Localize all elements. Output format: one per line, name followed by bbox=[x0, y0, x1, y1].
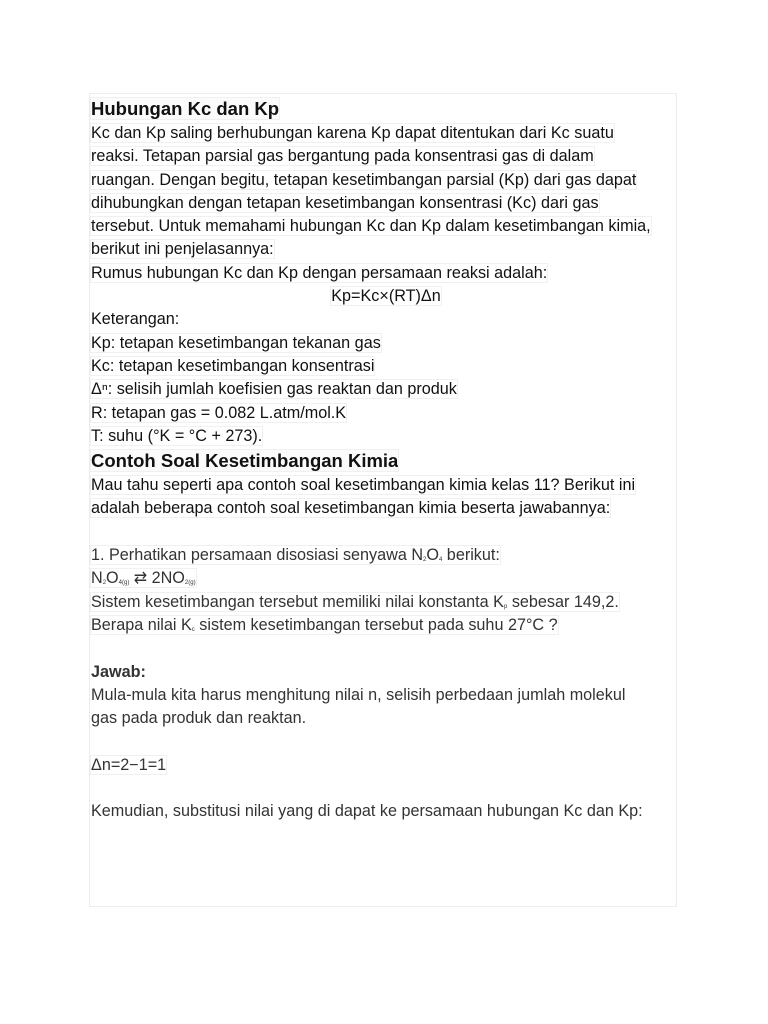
paragraph-line: Rumus hubungan Kc dan Kp dengan persamaan reaksi adalah: bbox=[91, 263, 548, 282]
question-line-1: 1. Perhatikan persamaan disosiasi senyawa $N_2O_4$ berikut: bbox=[91, 546, 500, 565]
question-line-4: Berapa nilai $K_c$ sistem kesetimbangan tersebut pada suhu 27°C ? bbox=[91, 615, 558, 634]
section-title-hubungan bbox=[91, 96, 681, 122]
paragraph-line: reaksi. Tetapan parsial gas bergantung pada konsentrasi gas di dalam bbox=[91, 147, 594, 166]
answer-line: Mula-mula kita harus menghitung nilai n, selisih perbedaan jumlah molekul bbox=[91, 685, 626, 704]
section2-intro bbox=[91, 474, 681, 521]
legend-line: Δⁿ: selisih jumlah koefisien gas reaktan dan produk bbox=[91, 380, 457, 399]
section-title-text: Hubungan Kc dan Kp bbox=[91, 98, 280, 119]
reaction-equation: $N_2O_{4(g)}$ ⇄ $2NO_{2(g)}$ bbox=[91, 569, 196, 588]
spacer bbox=[91, 777, 681, 800]
delta-n-calculation bbox=[91, 754, 681, 777]
paragraph-line: dihubungkan dengan tetapan kesetimbangan konsentrasi (Kc) dari gas bbox=[91, 193, 599, 212]
formula-text: Kp=Kc×(RT)Δn bbox=[331, 287, 441, 306]
answer-label: Jawab: bbox=[91, 662, 146, 681]
legend-title: Keterangan: bbox=[91, 310, 180, 329]
paragraph-line: Kc dan Kp saling berhubungan karena Kp dapat ditentukan dari Kc suatu bbox=[91, 124, 614, 142]
paragraph-line: ruangan. Dengan begitu, tetapan kesetimbangan parsial (Kp) dari gas dapat bbox=[91, 170, 637, 189]
intro-line: adalah beberapa contoh soal kesetimbangan kimia beserta jawabannya: bbox=[91, 499, 611, 518]
kp-kc-formula bbox=[91, 285, 681, 308]
question-line-3: Sistem kesetimbangan tersebut memiliki nilai konstanta $K_p$ sebesar 149,2. bbox=[91, 592, 619, 611]
spacer bbox=[91, 730, 681, 753]
legend-line: T: suhu (°K = °C + 273). bbox=[91, 426, 263, 445]
question-1 bbox=[91, 544, 681, 637]
intro-line: Mau tahu seperti apa contoh soal kesetimbangan kimia kelas 11? Berikut ini bbox=[91, 476, 636, 495]
delta-n-text: Δn=2−1=1 bbox=[91, 755, 167, 774]
answer-block bbox=[91, 661, 681, 731]
equilibrium-arrow-icon: ⇄ bbox=[129, 570, 152, 588]
closing-line: Kemudian, substitusi nilai yang di dapat ke persamaan hubungan Kc dan Kp: bbox=[91, 802, 643, 821]
closing-paragraph bbox=[91, 800, 681, 823]
document-content bbox=[91, 96, 681, 824]
section-title-text: Contoh Soal Kesetimbangan Kimia bbox=[91, 450, 399, 472]
section1-paragraph bbox=[91, 122, 681, 285]
paragraph-line: tersebut. Untuk memahami hubungan Kc dan Kp dalam kesetimbangan kimia, bbox=[91, 217, 651, 236]
spacer bbox=[91, 521, 681, 544]
legend-line: Kp: tetapan kesetimbangan tekanan gas bbox=[91, 333, 381, 352]
legend-line: R: tetapan gas = 0.082 L.atm/mol.K bbox=[91, 403, 347, 422]
answer-line: gas pada produk dan reaktan. bbox=[91, 709, 307, 728]
legend bbox=[91, 308, 681, 448]
paragraph-line: berikut ini penjelasannya: bbox=[91, 240, 274, 259]
section-title-contoh-soal bbox=[91, 448, 681, 474]
spacer bbox=[91, 637, 681, 660]
legend-line: Kc: tetapan kesetimbangan konsentrasi bbox=[91, 356, 375, 375]
